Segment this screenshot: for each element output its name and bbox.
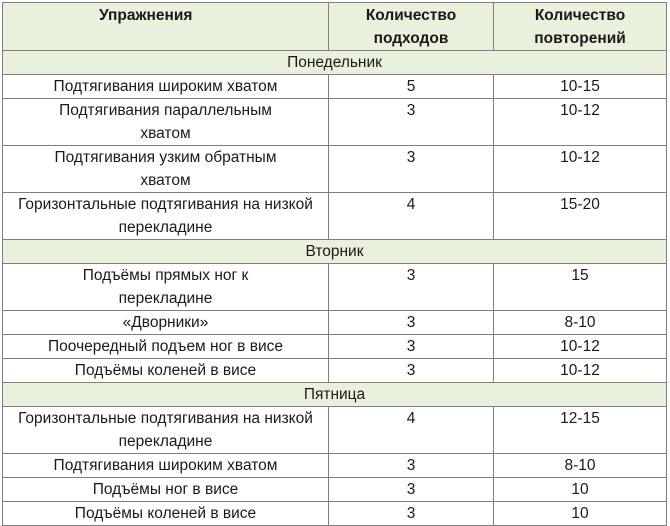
reps-cell: 15-20 — [494, 193, 667, 240]
day-monday — [3, 51, 667, 240]
reps-cell: 10 — [494, 502, 667, 526]
sets-cell: 3 — [329, 146, 494, 193]
day-header-row — [3, 51, 667, 75]
header-row — [3, 3, 667, 51]
day-name: Пятница — [3, 383, 667, 407]
exercise-cell: Подтягивания узким обратным хватом — [3, 146, 329, 193]
table-row — [3, 454, 667, 478]
exercise-cell: Подъёмы ног в висе — [3, 478, 329, 502]
table-row — [3, 264, 667, 311]
day-tuesday — [3, 240, 667, 383]
table-row — [3, 75, 667, 99]
day-header-row — [3, 240, 667, 264]
sets-cell: 3 — [329, 264, 494, 311]
table-row — [3, 99, 667, 146]
reps-cell: 8-10 — [494, 311, 667, 335]
exercise-cell: Поочередный подъем ног в висе — [3, 335, 329, 359]
reps-cell: 10-12 — [494, 359, 667, 383]
table-row — [3, 502, 667, 526]
header-reps: Количество повторений — [494, 3, 667, 51]
day-header-row — [3, 383, 667, 407]
sets-cell: 3 — [329, 478, 494, 502]
sets-cell: 3 — [329, 454, 494, 478]
sets-cell: 5 — [329, 75, 494, 99]
exercise-cell: Подъёмы коленей в висе — [3, 359, 329, 383]
reps-cell: 15 — [494, 264, 667, 311]
exercise-cell: Горизонтальные подтягивания на низкой перекладине — [3, 407, 329, 454]
workout-table — [2, 2, 667, 526]
exercise-cell: Подъёмы коленей в висе — [3, 502, 329, 526]
sets-cell: 4 — [329, 193, 494, 240]
sets-cell: 3 — [329, 502, 494, 526]
reps-cell: 10-12 — [494, 146, 667, 193]
exercise-cell: Подтягивания широким хватом — [3, 75, 329, 99]
exercise-cell: «Дворники» — [3, 311, 329, 335]
reps-cell: 10-15 — [494, 75, 667, 99]
header-exercise: Упражнения — [3, 3, 329, 51]
table-row — [3, 335, 667, 359]
day-friday — [3, 383, 667, 526]
reps-cell: 10-12 — [494, 99, 667, 146]
day-name: Вторник — [3, 240, 667, 264]
table-row — [3, 359, 667, 383]
reps-cell: 8-10 — [494, 454, 667, 478]
reps-cell: 10-12 — [494, 335, 667, 359]
table-row — [3, 407, 667, 454]
exercise-cell: Подъёмы прямых ног к перекладине — [3, 264, 329, 311]
table-row — [3, 146, 667, 193]
exercise-cell: Подтягивания параллельным хватом — [3, 99, 329, 146]
exercise-cell: Горизонтальные подтягивания на низкой перекладине — [3, 193, 329, 240]
table-row — [3, 478, 667, 502]
header-sets: Количество подходов — [329, 3, 494, 51]
day-name: Понедельник — [3, 51, 667, 75]
exercise-cell: Подтягивания широким хватом — [3, 454, 329, 478]
reps-cell: 10 — [494, 478, 667, 502]
sets-cell: 4 — [329, 407, 494, 454]
sets-cell: 3 — [329, 335, 494, 359]
sets-cell: 3 — [329, 359, 494, 383]
sets-cell: 3 — [329, 99, 494, 146]
sets-cell: 3 — [329, 311, 494, 335]
table-row — [3, 193, 667, 240]
reps-cell: 12-15 — [494, 407, 667, 454]
table-row — [3, 311, 667, 335]
